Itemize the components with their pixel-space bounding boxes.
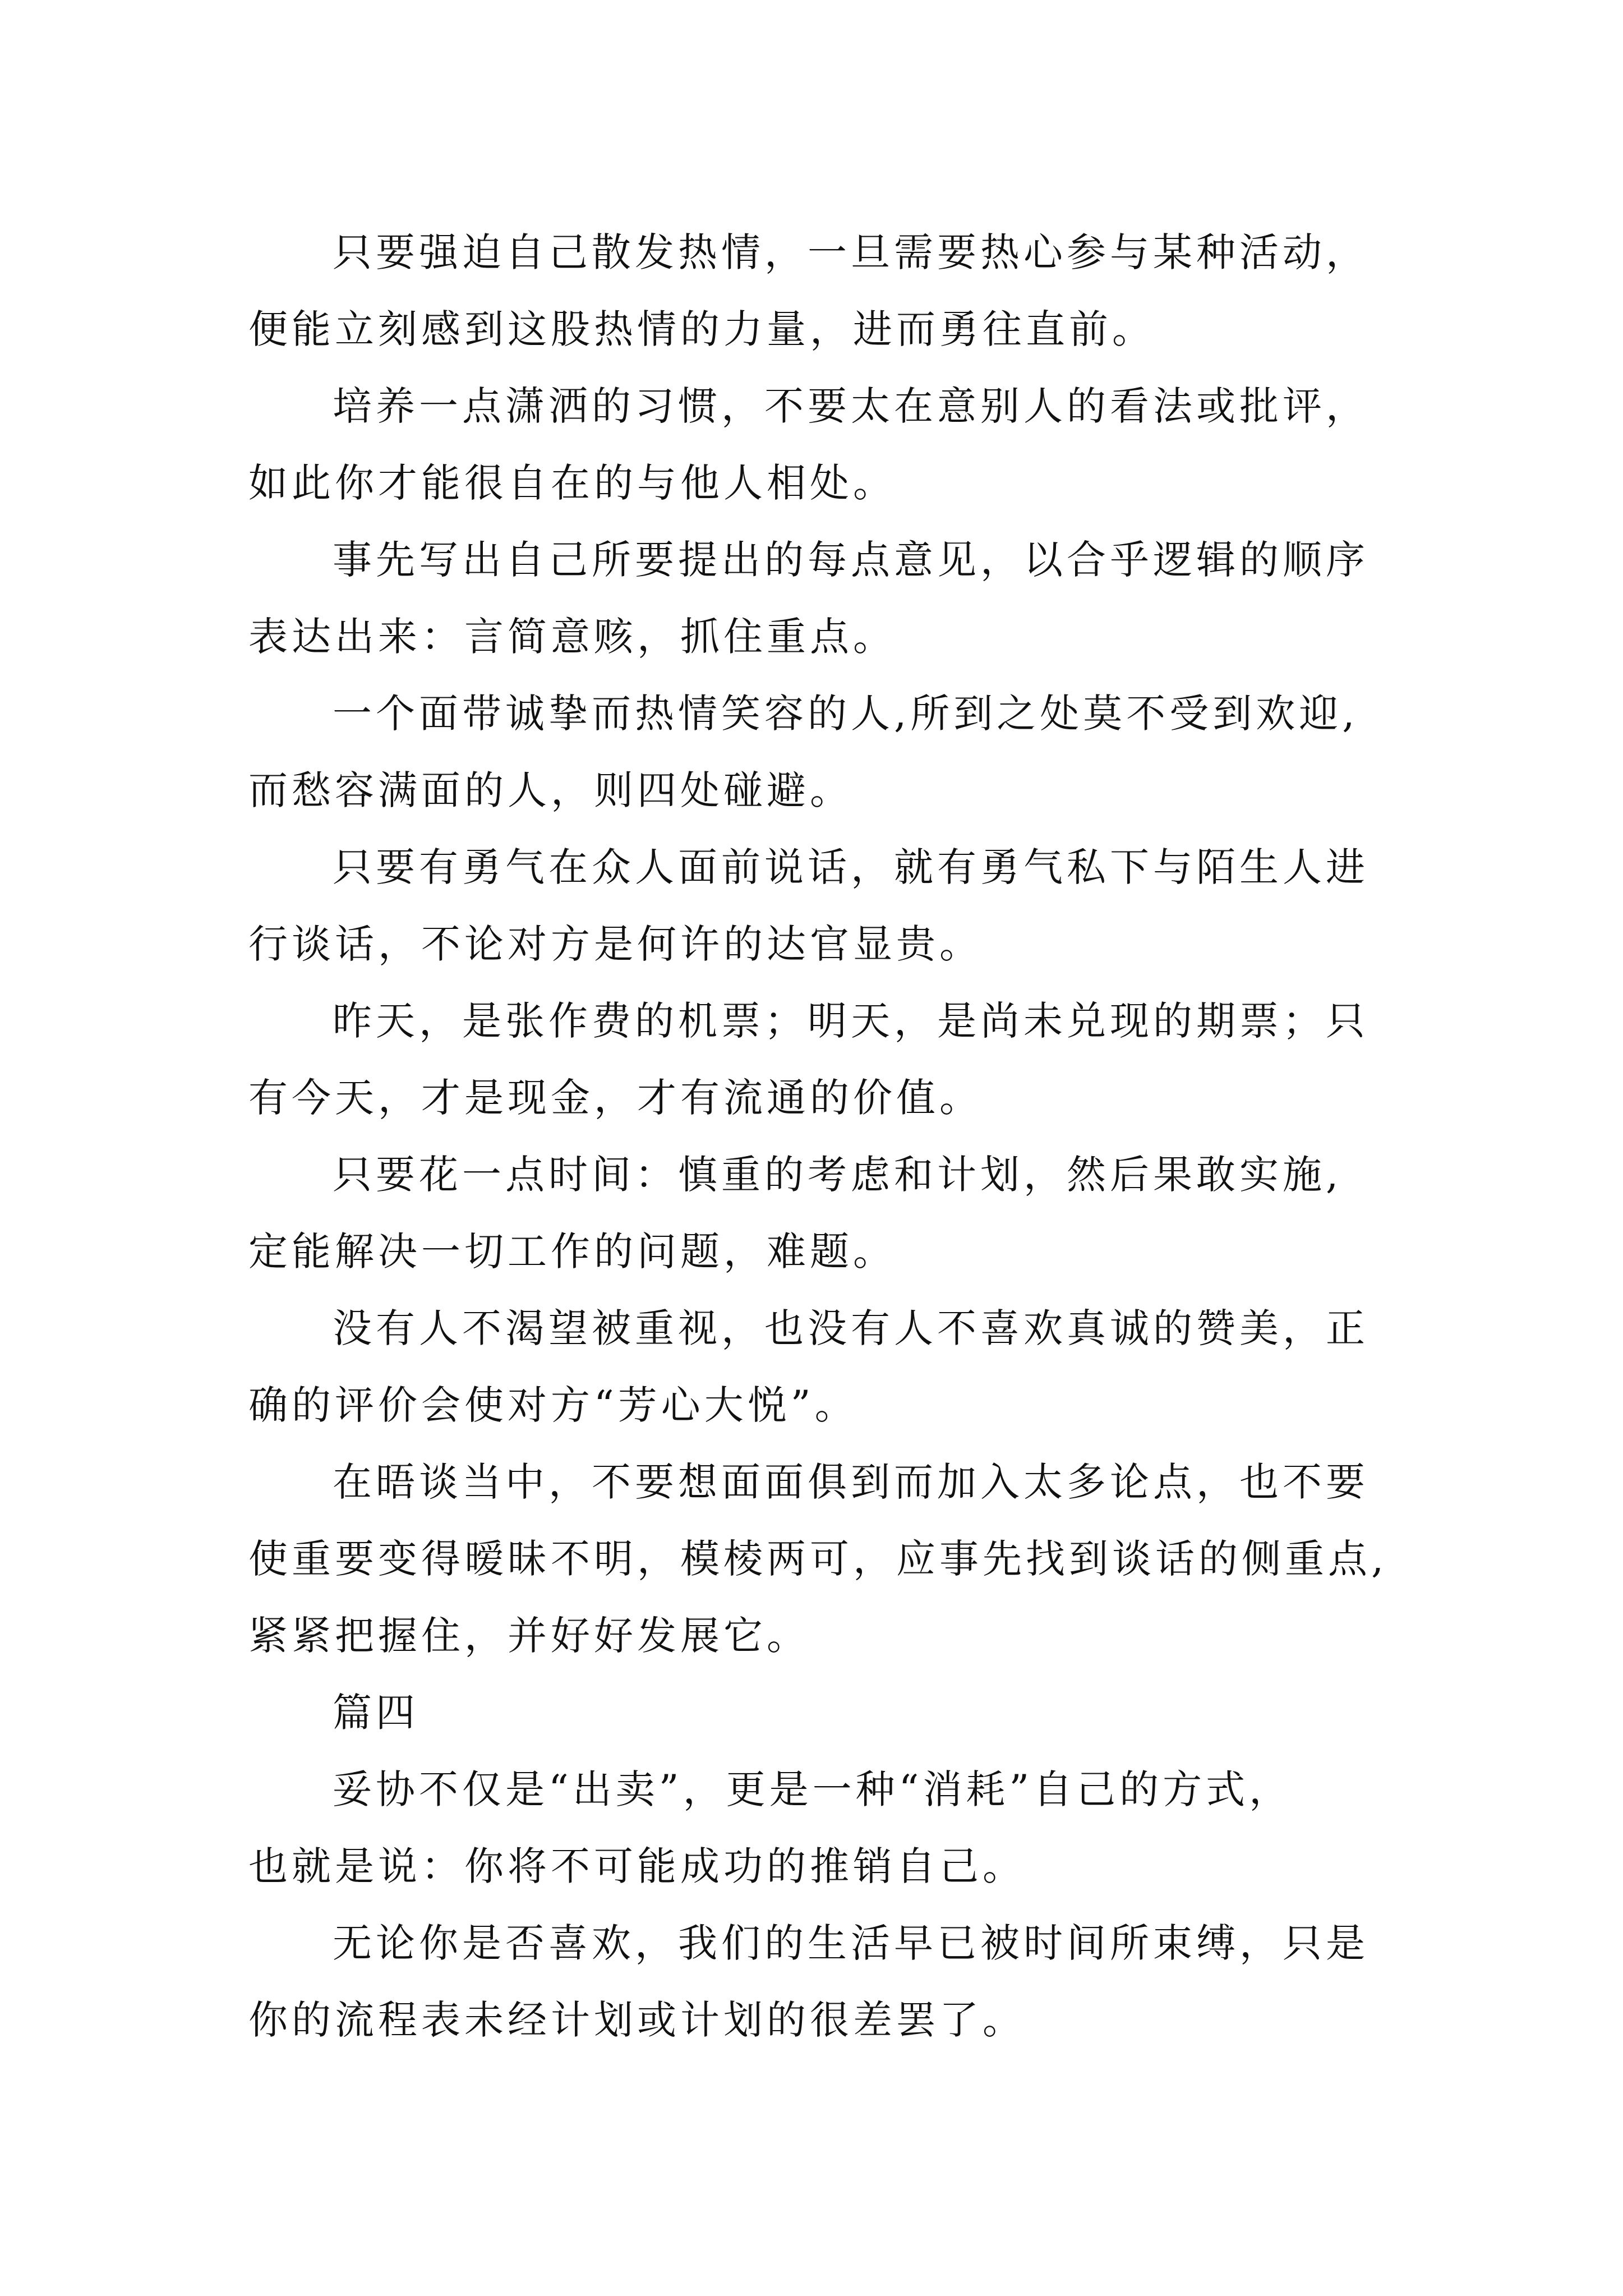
paragraph-line: 确的评价会使对方“芳心大悦”。	[248, 1382, 858, 1428]
paragraph-6	[248, 983, 1393, 1137]
paragraph-line: 只要强迫自己散发热情，一旦需要热心参与某种活动，	[333, 229, 1369, 275]
section-heading: 篇四	[333, 1690, 419, 1736]
paragraph-line: 也就是说：你将不可能成功的推销自己。	[248, 1843, 1026, 1889]
paragraph-line: 一个面带诚挚而热情笑容的人,所到之处莫不受到欢迎,	[333, 691, 1359, 737]
paragraph-line: 紧紧把握住，并好好发展它。	[248, 1613, 810, 1659]
paragraph-3	[248, 522, 1393, 675]
paragraph-line: 如此你才能很自在的与他人相处。	[248, 460, 896, 506]
paragraph-4	[248, 675, 1393, 829]
paragraph-line: 没有人不渴望被重视，也没有人不喜欢真诚的赞美，正	[333, 1305, 1369, 1351]
paragraph-5	[248, 829, 1393, 983]
paragraph-line: 有今天，才是现金，才有流通的价值。	[248, 1075, 983, 1121]
paragraph-line: 只要有勇气在众人面前说话，就有勇气私下与陌生人进	[333, 844, 1369, 890]
paragraph-line: 在晤谈当中，不要想面面俱到而加入太多论点，也不要	[333, 1459, 1369, 1505]
paragraph-line: 便能立刻感到这股热情的力量，进而勇往直前。	[248, 306, 1155, 352]
paragraph-line: 你的流程表未经计划或计划的很差罢了。	[248, 1997, 1026, 2043]
paragraph-2	[248, 368, 1393, 522]
paragraph-line: 事先写出自己所要提出的每点意见，以合乎逻辑的顺序	[333, 537, 1369, 583]
paragraph-9	[248, 1444, 1393, 1674]
paragraph-line: 只要花一点时间：慎重的考虑和计划，然后果敢实施,	[333, 1152, 1343, 1198]
paragraph-line: 表达出来：言简意赅，抓住重点。	[248, 614, 896, 660]
paragraph-line: 无论你是否喜欢，我们的生活早已被时间所束缚，只是	[333, 1920, 1369, 1966]
paragraph-line: 培养一点潇洒的习惯，不要太在意别人的看法或批评，	[333, 383, 1369, 429]
document-body	[248, 214, 1393, 2059]
paragraph-10	[248, 1751, 1393, 1905]
paragraph-11	[248, 1905, 1393, 2059]
paragraph-line: 昨天，是张作费的机票；明天，是尚未兑现的期票；只	[333, 998, 1369, 1044]
paragraph-line: 行谈话，不论对方是何许的达官显贵。	[248, 921, 983, 967]
paragraph-line: 定能解决一切工作的问题，难题。	[248, 1228, 896, 1274]
paragraph-line: 而愁容满面的人，则四处碰避。	[248, 767, 853, 813]
paragraph-line: 妥协不仅是“出卖”，更是一种“消耗”自己的方式，	[333, 1766, 1293, 1812]
paragraph-line: 使重要变得暧昧不明，模棱两可，应事先找到谈话的侧重点,	[248, 1536, 1388, 1582]
paragraph-1	[248, 214, 1393, 368]
paragraph-8	[248, 1290, 1393, 1444]
paragraph-7	[248, 1137, 1393, 1290]
